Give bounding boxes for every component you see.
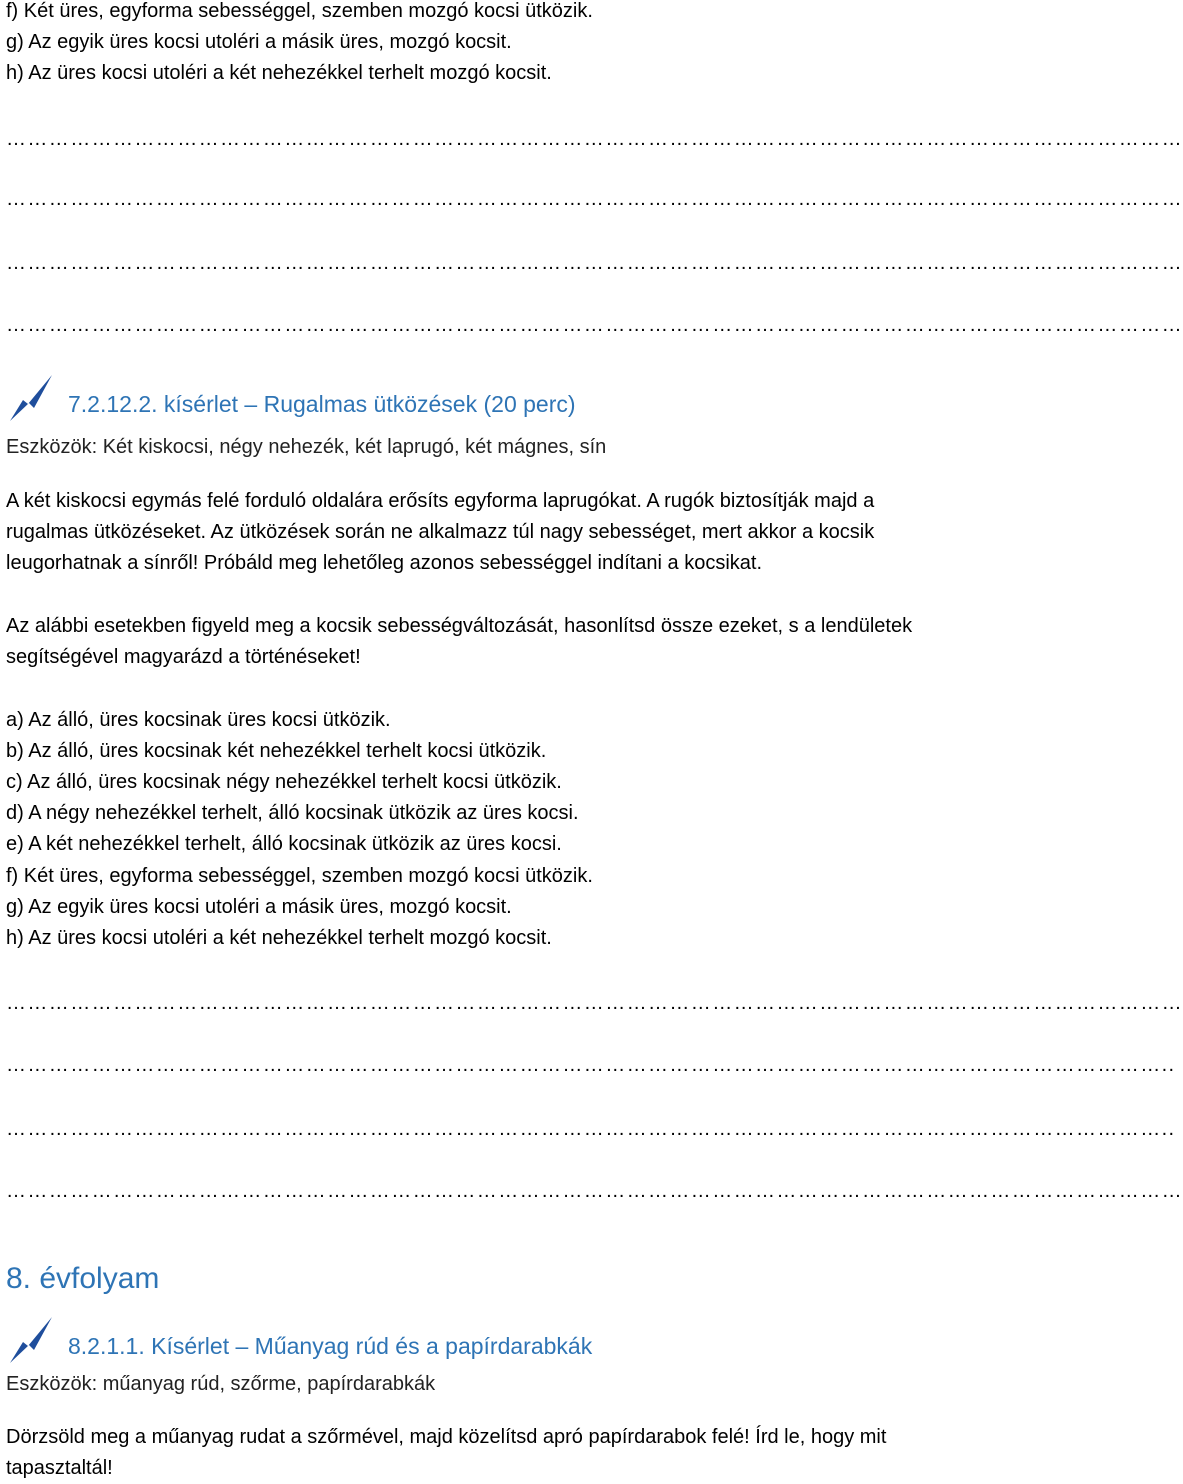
answer-line: ………………………………………………………………………………………………………………………………………………… bbox=[6, 128, 1183, 150]
lightning-bolt-icon bbox=[6, 1314, 56, 1364]
list-item-a: a) Az álló, üres kocsinak üres kocsi ütközik. bbox=[6, 709, 391, 731]
answer-line: ………………………………………………………………………………………………………………………………………………… bbox=[6, 992, 1183, 1014]
answer-line: ………………………………………………………………………………………………………………………………………………… bbox=[6, 188, 1183, 210]
list-item-h: h) Az üres kocsi utoléri a két nehezékkel terhelt mozgó kocsit. bbox=[6, 927, 552, 949]
experiment-2-instructions: Dörzsöld meg a műanyag rudat a szőrmével, majd közelítsd apró papírdarabok felé! Írd le, hogy mit tapasztaltál! bbox=[6, 1426, 887, 1479]
list-item-f-top: f) Két üres, egyforma sebességgel, szemben mozgó kocsi ütközik. bbox=[6, 0, 593, 22]
list-item-f: f) Két üres, egyforma sebességgel, szemben mozgó kocsi ütközik. bbox=[6, 865, 593, 887]
answer-line: ……………………………………………………………………………………………………………………………………………….. bbox=[6, 1054, 1176, 1076]
experiment-2-title: 8.2.1.1. Kísérlet – Műanyag rúd és a papírdarabkák bbox=[68, 1333, 593, 1359]
list-item-g: g) Az egyik üres kocsi utoléri a másik üres, mozgó kocsit. bbox=[6, 896, 512, 918]
list-item-c: c) Az álló, üres kocsinak négy nehezékkel terhelt kocsi ütközik. bbox=[6, 771, 562, 793]
experiment-2-tools: Eszközök: műanyag rúd, szőrme, papírdarabkák bbox=[6, 1373, 436, 1395]
experiment-1-heading bbox=[6, 372, 576, 422]
list-item-d: d) A négy nehezékkel terhelt, álló kocsinak ütközik az üres kocsi. bbox=[6, 802, 579, 824]
list-item-e: e) A két nehezékkel terhelt, álló kocsinak ütközik az üres kocsi. bbox=[6, 833, 562, 855]
answer-line: ………………………………………………………………………………………………………………………………………………… bbox=[6, 1180, 1183, 1202]
grade-heading: 8. évfolyam bbox=[6, 1262, 160, 1295]
list-item-g-top: g) Az egyik üres kocsi utoléri a másik üres, mozgó kocsit. bbox=[6, 31, 512, 53]
experiment-2-heading bbox=[6, 1314, 592, 1364]
experiment-1-title: 7.2.12.2. kísérlet – Rugalmas ütközések (20 perc) bbox=[68, 391, 576, 417]
experiment-1-instructions: A két kiskocsi egymás felé forduló oldalára erősíts egyforma laprugókat. A rugók biztosítják majd a rugalmas ütközéseket. Az ütközések során ne alkalmazz túl nagy sebességet, mert akkor a kocsik leugorhatnak a sínről! Próbáld meg lehetőleg azonos sebességgel indítani a kocsikat. bbox=[6, 490, 875, 574]
answer-line: ……………………………………………………………………………………………………………………………………………….. bbox=[6, 1118, 1176, 1140]
answer-line: ………………………………………………………………………………………………………………………………………………… bbox=[6, 314, 1183, 336]
list-item-h-top: h) Az üres kocsi utoléri a két nehezékkel terhelt mozgó kocsit. bbox=[6, 62, 552, 84]
experiment-1-tools: Eszközök: Két kiskocsi, négy nehezék, két laprugó, két mágnes, sín bbox=[6, 436, 607, 458]
list-item-b: b) Az álló, üres kocsinak két nehezékkel terhelt kocsi ütközik. bbox=[6, 740, 547, 762]
answer-line: ………………………………………………………………………………………………………………………………………………… bbox=[6, 252, 1183, 274]
lightning-bolt-icon bbox=[6, 372, 56, 422]
experiment-1-task: Az alábbi esetekben figyeld meg a kocsik sebességváltozását, hasonlítsd össze ezeket, s a lendületek segítségével magyarázd a történéseket! bbox=[6, 615, 913, 668]
